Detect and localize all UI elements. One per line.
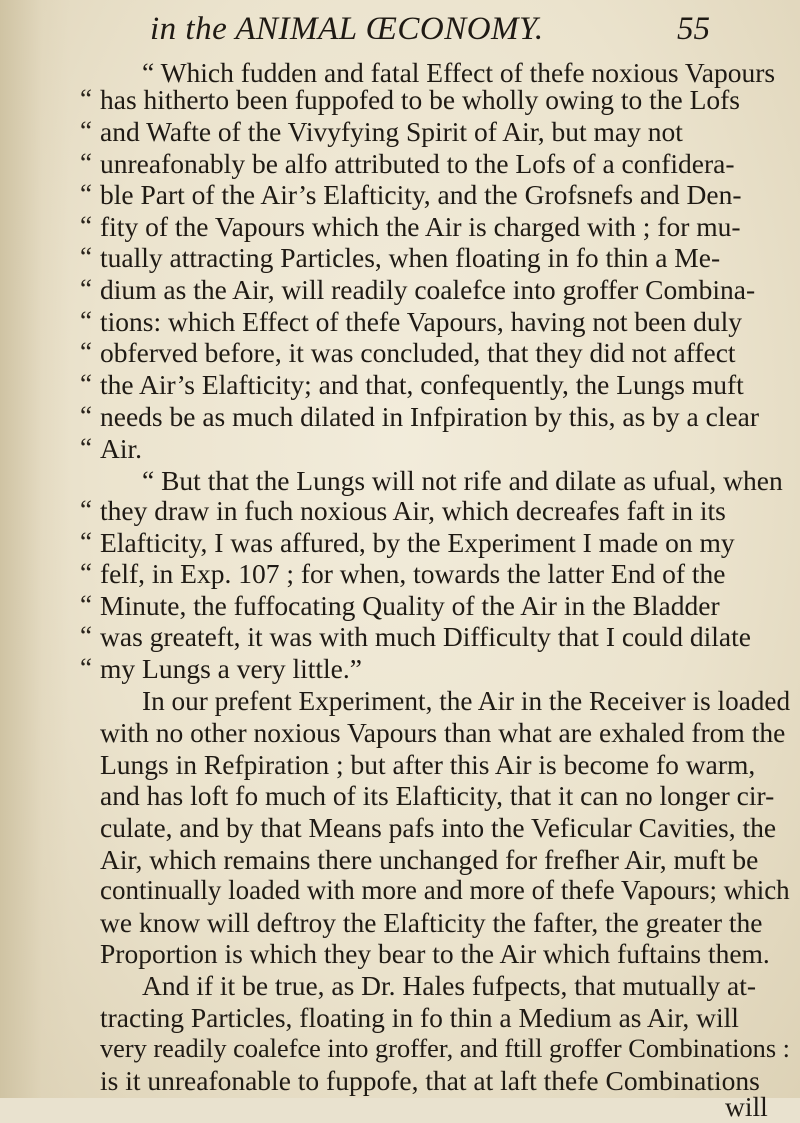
text-line: tracting Particles, floating in fo thin a Medium as Air, will: [100, 1002, 739, 1033]
text-line: and has loft fo much of its Elafticity, that it can no longer cir-: [100, 780, 775, 811]
text-line: fity of the Vapours which the Air is charged with ; for mu-: [100, 211, 741, 242]
text-line: Air, which remains there unchanged for frefher Air, muft be: [100, 844, 759, 875]
margin-quote-mark: “: [80, 179, 92, 209]
text-line: “ But that the Lungs will not rife and dilate as ufual, when: [142, 465, 783, 496]
text-line: Air.: [100, 433, 143, 464]
margin-quote-mark: “: [80, 274, 92, 304]
margin-quote-mark: “: [80, 306, 92, 336]
text-line: will: [725, 1091, 768, 1122]
text-line: tions: which Effect of thefe Vapours, having not been duly: [100, 306, 743, 337]
text-line: “ Which fudden and fatal Effect of thefe noxious Vapours: [142, 57, 776, 88]
margin-quote-mark: “: [80, 337, 92, 367]
margin-quote-mark: “: [80, 148, 92, 178]
text-line: ble Part of the Air’s Elafticity, and the Grofsnefs and Den-: [100, 179, 742, 210]
text-line: obferved before, it was concluded, that they did not affect: [100, 337, 736, 368]
text-line: In our prefent Experiment, the Air in the Receiver is loaded: [142, 686, 791, 716]
margin-quote-mark: “: [80, 558, 92, 588]
text-line: Minute, the fuffocating Quality of the Air in the Bladder: [100, 590, 720, 621]
margin-quote-mark: “: [80, 653, 92, 683]
margin-quote-mark: “: [80, 590, 92, 620]
text-line: and Wafte of the Vivyfying Spirit of Air, but may not: [100, 116, 683, 147]
text-line: dium as the Air, will readily coalefce into groffer Combina-: [100, 274, 756, 305]
text-line: Elafticity, I was affured, by the Experiment I made on my: [100, 527, 735, 558]
text-line: And if it be true, as Dr. Hales fufpects, that mutually at-: [142, 970, 756, 1001]
margin-quote-mark: “: [80, 242, 92, 272]
text-line: we know will deftroy the Elafticity the fafter, the greater the: [100, 907, 763, 938]
margin-quote-mark: “: [80, 116, 92, 146]
margin-quote-mark: “: [80, 621, 92, 651]
text-line: continually loaded with more and more of thefe Vapours; which: [100, 875, 790, 905]
page-header: [100, 4, 790, 54]
text-line: very readily coalefce into groffer, and ftill groffer Combinations :: [100, 1034, 790, 1063]
text-line: Proportion is which they bear to the Air which fuftains them.: [100, 938, 770, 969]
text-line: is it unreafonable to fuppofe, that at laft thefe Combinations: [100, 1065, 760, 1096]
text-line: the Air’s Elafticity; and that, confequently, the Lungs muft: [100, 369, 744, 400]
margin-quote-mark: “: [80, 495, 92, 525]
text-line: was greateft, it was with much Difficulty that I could dilate: [100, 621, 751, 652]
margin-quote-mark: “: [80, 401, 92, 431]
text-line: unreafonably be alfo attributed to the Lofs of a confidera-: [100, 148, 735, 179]
text-line: felf, in Exp. 107 ; for when, towards the latter End of the: [100, 558, 726, 589]
text-line: has hitherto been fuppofed to be wholly owing to the Lofs: [100, 84, 741, 115]
page-number: 55: [677, 11, 710, 47]
running-head: in the ANIMAL ŒCONOMY.: [150, 11, 544, 47]
text-line: my Lungs a very little.”: [100, 653, 362, 684]
margin-quote-mark: “: [80, 369, 92, 399]
text-line: Lungs in Refpiration ; but after this Air is become fo warm,: [100, 749, 756, 780]
text-line: they draw in fuch noxious Air, which decreafes faft in its: [100, 495, 726, 526]
margin-quote-mark: “: [80, 211, 92, 241]
text-line: needs be as much dilated in Infpiration by this, as by a clear: [100, 401, 760, 432]
text-line: culate, and by that Means pafs into the Veficular Cavities, the: [100, 812, 777, 843]
text-line: with no other noxious Vapours than what are exhaled from the: [100, 717, 786, 748]
margin-quote-mark: “: [80, 433, 92, 463]
text-line: tually attracting Particles, when floating in fo thin a Me-: [100, 242, 721, 273]
margin-quote-mark: “: [80, 527, 92, 557]
margin-quote-mark: “: [80, 84, 92, 114]
